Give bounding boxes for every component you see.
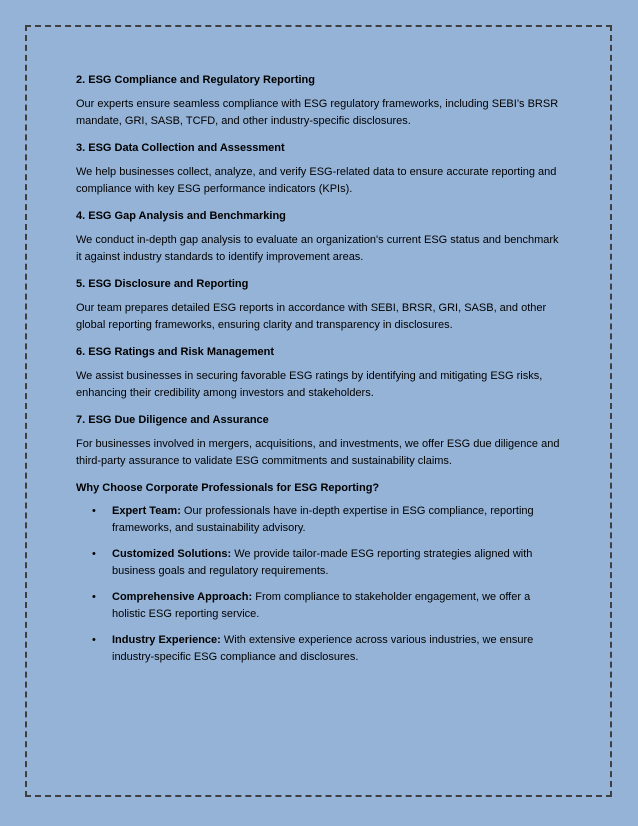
list-item-text: With extensive experience across various industries, we ensure industry-specific ESG compliance and disclosures. [112, 634, 534, 663]
section-esg-gap-analysis [76, 208, 564, 266]
list-item-term: Comprehensive Approach: [112, 591, 253, 603]
section-body: We help businesses collect, analyze, and verify ESG-related data to ensure accurate reporting and compliance with key ESG performance indicators (KPIs). [76, 166, 557, 195]
section-body: Our team prepares detailed ESG reports in accordance with SEBI, BRSR, GRI, SASB, and other global reporting frameworks, ensuring clarity and transparency in disclosures. [76, 302, 547, 331]
list-item-term: Industry Experience: [112, 634, 221, 646]
section-heading: 6. ESG Ratings and Risk Management [76, 346, 275, 358]
list-item [76, 546, 564, 580]
bullet-icon: • [92, 634, 96, 646]
section-heading: 3. ESG Data Collection and Assessment [76, 142, 285, 154]
list-item-text: Our professionals have in-depth expertise in ESG compliance, reporting frameworks, and sustainability advisory. [112, 505, 534, 534]
section-body: We conduct in-depth gap analysis to evaluate an organization's current ESG status and benchmark it against industry standards to identify improvement areas. [76, 234, 559, 263]
section-esg-ratings [76, 344, 564, 402]
section-body: For businesses involved in mergers, acquisitions, and investments, we offer ESG due diligence and third-party assurance to validate ESG commitments and sustainability claims. [76, 438, 560, 467]
section-esg-data-collection [76, 140, 564, 198]
list-item [76, 589, 564, 623]
bullet-icon: • [92, 505, 96, 517]
list-item-term: Expert Team: [112, 505, 181, 517]
list-item [76, 503, 564, 537]
list-item-term: Customized Solutions: [112, 548, 232, 560]
section-esg-disclosure [76, 276, 564, 334]
list-item [76, 632, 564, 666]
why-choose-section [76, 480, 564, 666]
why-choose-list [76, 503, 564, 666]
section-body: We assist businesses in securing favorable ESG ratings by identifying and mitigating ESG risks, enhancing their credibility among investors and stakeholders. [76, 370, 543, 399]
why-choose-heading: Why Choose Corporate Professionals for ESG Reporting? [76, 482, 380, 494]
bullet-icon: • [92, 548, 96, 560]
bullet-icon: • [92, 591, 96, 603]
section-body: Our experts ensure seamless compliance with ESG regulatory frameworks, including SEBI’s BRSR mandate, GRI, SASB, TCFD, and other industry-specific disclosures. [76, 98, 559, 127]
section-heading: 2. ESG Compliance and Regulatory Reporting [76, 74, 315, 86]
section-esg-compliance [76, 72, 564, 130]
section-heading: 4. ESG Gap Analysis and Benchmarking [76, 210, 286, 222]
list-item-text: We provide tailor-made ESG reporting strategies aligned with business goals and regulatory requirements. [112, 548, 533, 577]
section-heading: 5. ESG Disclosure and Reporting [76, 278, 249, 290]
section-esg-due-diligence [76, 412, 564, 470]
document-content [76, 72, 564, 675]
section-heading: 7. ESG Due Diligence and Assurance [76, 414, 269, 426]
list-item-text: From compliance to stakeholder engagement, we offer a holistic ESG reporting service. [112, 591, 531, 620]
